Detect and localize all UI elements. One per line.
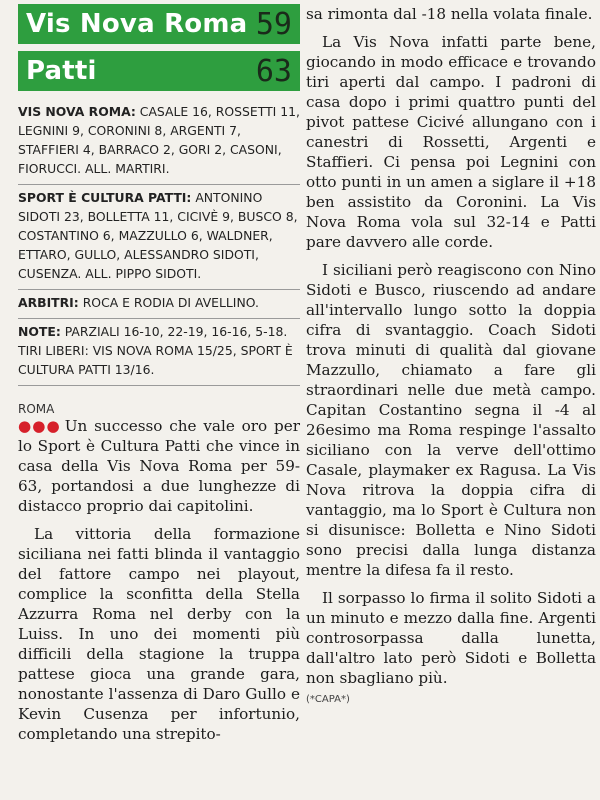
article-body-right	[306, 4, 596, 688]
lead-marker: ●●●	[18, 417, 61, 435]
right-column	[306, 4, 596, 705]
notes-label: NOTE:	[18, 324, 61, 339]
article-paragraph: sa rimonta dal -18 nella volata finale.	[306, 5, 593, 23]
box-score-home	[18, 98, 300, 185]
box-score-away-players: ANTONINO SIDOTI 23, BOLLETTA 11, CICIVÈ 9, BUSCO 8, COSTANTINO 6, MAZZULLO 6, WALDNER, ETTARO, GULLO, ALESSANDRO SIDOTI, CUSENZA. ALL. PIPPO SIDOTI.	[18, 190, 298, 281]
box-score-home-label: VIS NOVA ROMA:	[18, 104, 136, 119]
article-body-left	[18, 416, 300, 744]
away-team-score: 63	[255, 53, 292, 89]
home-team-name: Vis Nova Roma	[26, 9, 248, 39]
box-score-away	[18, 185, 300, 290]
dateline: ROMA	[18, 402, 55, 416]
left-column	[18, 4, 300, 752]
away-score-bar	[18, 51, 300, 91]
box-score	[18, 98, 300, 386]
notes-text: PARZIALI 16-10, 22-19, 16-16, 5-18. TIRI LIBERI: VIS NOVA ROMA 15/25, SPORT È CULTURA PATTI 13/16.	[18, 324, 293, 377]
box-score-notes	[18, 319, 300, 386]
away-team-name: Patti	[26, 56, 97, 86]
home-score-bar	[18, 4, 300, 44]
author-signature: (*CAPA*)	[306, 694, 350, 705]
article-paragraph: I siciliani però reagiscono con Nino Sidoti e Busco, riuscendo ad andare all'intervallo lungo sotto la doppia cifra di svantaggio. Coach Sidoti trova minuti di qualità dal giovane Mazzullo, chiamato a fare gli straordinari nelle due metà campo. Capitan Costantino segna il -4 al 26esimo ma Roma respinge l'assalto siciliano con la verve dell'ottimo Casale, playmaker ex Ragusa. La Vis Nova ritrova la doppia cifra di vantaggio, ma lo Sport è Cultura non si disunisce: Bolletta e Nino Sidoti sono precisi dalla lunga distanza mentre la difesa fa il resto.	[306, 261, 596, 579]
box-score-home-players: CASALE 16, ROSSETTI 11, LEGNINI 9, CORONINI 8, ARGENTI 7, STAFFIERI 4, BARRACO 2, GORI 2, CASONI, FIORUCCI. ALL. MARTIRI.	[18, 104, 300, 176]
box-score-away-label: SPORT È CULTURA PATTI:	[18, 190, 192, 205]
home-team-score: 59	[255, 6, 292, 42]
article-paragraph: La Vis Nova infatti parte bene, giocando in modo efficace e trovando tiri aperti dal campo. I padroni di casa dopo i primi quattro punti del pivot pattese Cicivé allungano con i canestri di Rossetti, Argenti e Staffieri. Ci pensa poi Legnini con otto punti in un amen a siglare il +18 ben assistito da Coronini. La Vis Nova Roma vola sul 32-14 e Patti pare davvero alle corde.	[306, 33, 596, 251]
box-score-referees	[18, 290, 300, 319]
article-paragraph: La vittoria della formazione siciliana nei fatti blinda il vantaggio del fattore campo nei playout, complice la sconfitta della Stella Azzurra Roma nel derby con la Luiss. In uno dei momenti più difficili della stagione la truppa pattese gioca una grande gara, nonostante l'assenza di Daro Gullo e Kevin Cusenza per infortunio, completando una strepito-	[18, 525, 300, 743]
article-paragraph: Il sorpasso lo firma il solito Sidoti a un minuto e mezzo dalla fine. Argenti controsorpassa dalla lunetta, dall'altro lato però Sidoti e Bolletta non sbagliano più.	[306, 589, 596, 687]
article-paragraph	[18, 416, 300, 516]
referees-label: ARBITRI:	[18, 295, 79, 310]
referees-text: ROCA E RODIA DI AVELLINO.	[82, 295, 259, 310]
article-paragraph-text: Un successo che vale oro per lo Sport è Cultura Patti che vince in casa della Vis Nova Roma per 59-63, portandosi a due lunghezze di distacco proprio dai capitolini.	[18, 417, 300, 515]
